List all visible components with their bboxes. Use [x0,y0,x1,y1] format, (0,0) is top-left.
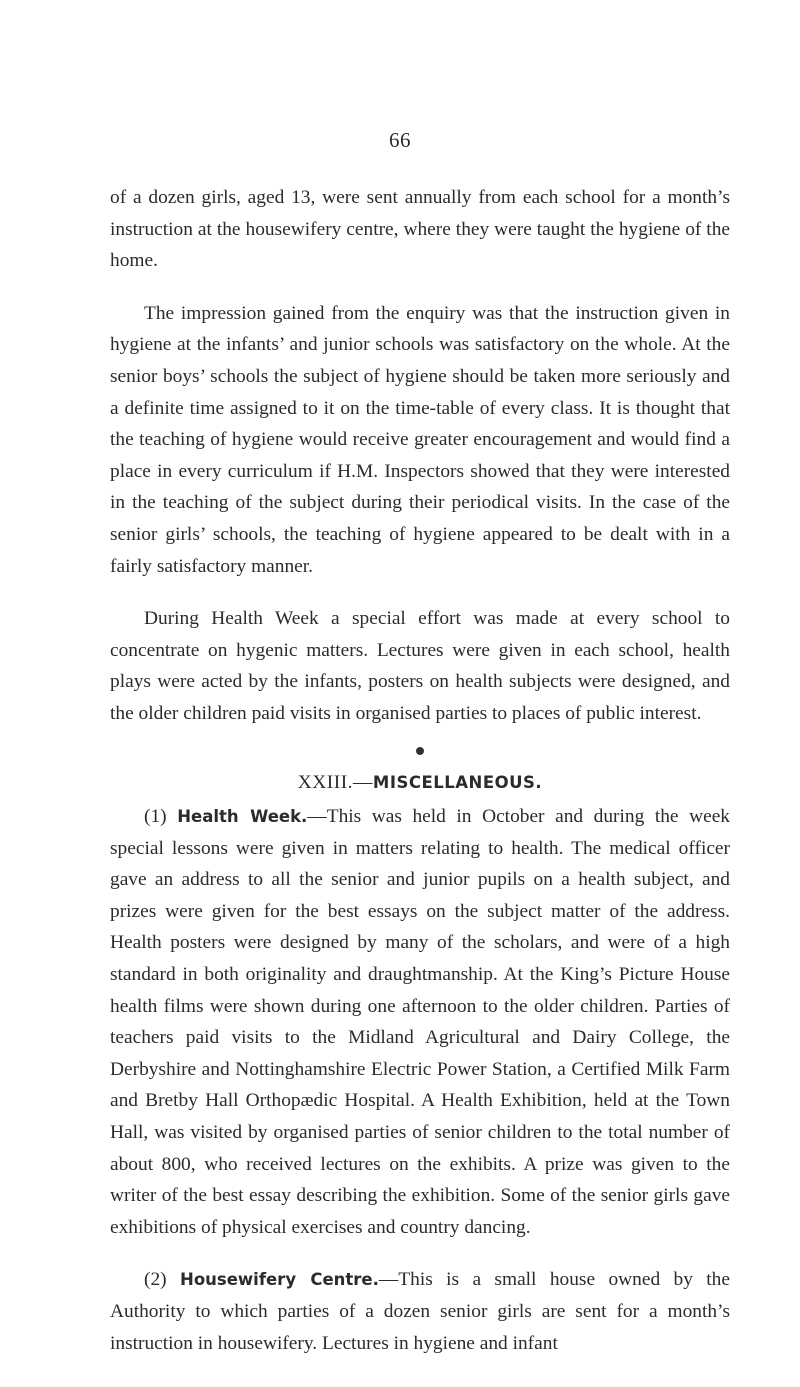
section-number: XXIII.— [297,771,373,793]
body-text [110,182,730,1380]
item-housewifery-centre [110,1264,730,1359]
item-heading: Housewifery Centre. [180,1270,379,1290]
item-number: (2) [144,1269,167,1291]
item-heading: Health Week. [177,807,308,827]
paragraph-continuation: of a dozen girls, aged 13, were sent annually from each school for a month’s instruction at the housewifery centre, where they were taught the hygiene of the home. [110,187,730,272]
paragraph-health-week-effort: During Health Week a special effort was made at every school to concentrate on hygenic matters. Lectures were given in each school, health plays were acted by the infants, posters on health subjects were designed, and the older children paid visits in organised parties to places of public interest. [110,608,730,724]
paragraph-hygiene-enquiry: The impression gained from the enquiry was that the instruction given in hygiene at the infants’ and junior schools was satisfactory on the whole. At the senior boys’ schools the subject of hygiene should be taken more seriously and a definite time assigned to it on the time-table of every class. It is thought that the teaching of hygiene would receive greater encouragement and would find a place in every curriculum if H.M. Inspectors showed that they were interested in the teaching of the subject during their periodical visits. In the case of the senior girls’ schools, the teaching of hygiene appeared to be dealt with in a fairly satisfactory manner. [110,302,730,577]
section-title: MISCELLANEOUS. [372,772,543,792]
item-text: —This was held in October and during the week special lessons were given in matters relating to health. The medical officer gave an address to all the senior and junior pupils on a health subject, and prizes were given for the best essays on the subject matter of the address. Health posters were designed by many of the scholars, and were of a high standard in both originality and draughtmanship. At the King’s Picture House health films were shown during one afternoon to the older children. Parties of teachers paid visits to the Midland Agricultural and Dairy College, the Derbyshire and Nottinghamshire Electric Power Station, a Certified Milk Farm and Bretby Hall Orthopædic Hospital. A Health Exhibition, held at the Town Hall, was visited by organised parties of senior children to the total number of about 800, who received lectures on the exhibits. A prize was given to the writer of the best essay describing the exhibition. Some of the senior girls gave exhibitions of physical exercises and country dancing. [110,806,730,1238]
item-health-week [110,801,730,1243]
page-number: 66 [389,128,411,152]
separator-dot [414,745,425,756]
section-heading [110,767,730,799]
item-text: —This is a small house owned by the Authority to which parties of a dozen senior girls are sent for a month’s instruction in housewifery. Lectures in hygiene and infant [110,1269,730,1354]
item-number: (1) [144,806,167,828]
